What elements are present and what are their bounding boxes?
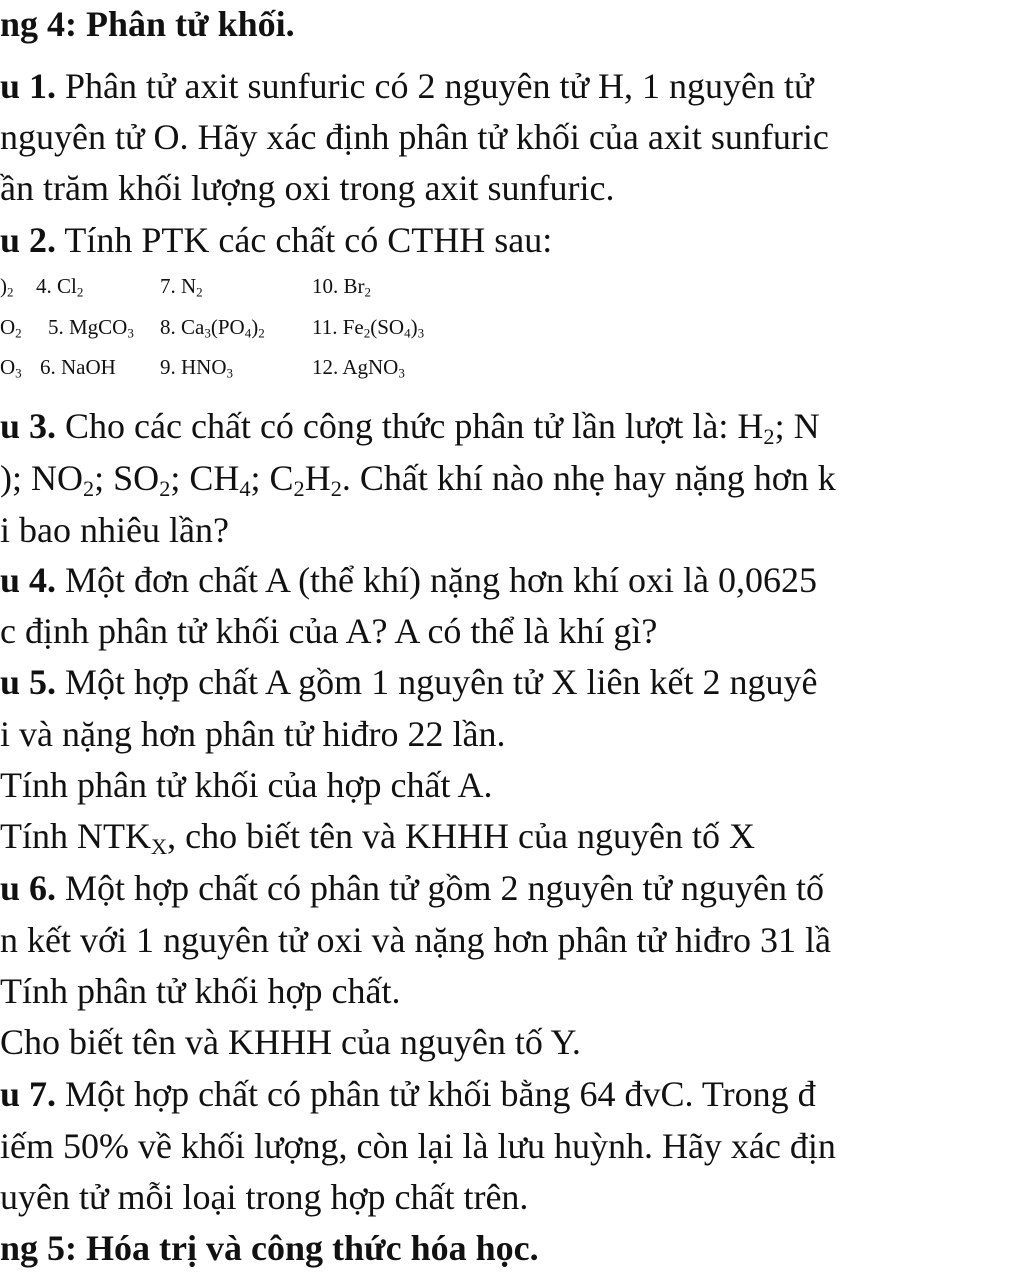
formula-naoh: 6. NaOH — [40, 355, 116, 379]
formula-ca3po42: 8. $Ca_3(PO_4)_2$ — [160, 315, 265, 341]
formula-n2: 7. $N_2$ — [160, 274, 203, 300]
question-6-part-a: Tính phân tử khối hợp chất. — [0, 971, 401, 1011]
question-2-label: u 2. — [0, 220, 57, 260]
formula-r1-c0: )$_2$ — [0, 274, 14, 300]
question-1-line-3: ần trăm khối lượng oxi trong axit sunfuric. — [0, 168, 615, 208]
heading-5-text: ng 5: Hóa trị và công thức hóa học. — [0, 1228, 539, 1268]
heading-topic-5 — [0, 1226, 539, 1270]
formula-r2-c0: $O_2$ — [0, 315, 22, 341]
formula-br2: 10. $Br_2$ — [312, 274, 372, 300]
question-1-text: Phân tử axit sunfuric có 2 nguyên tử H, 1 nguyên tử — [56, 66, 814, 106]
question-3-line-1: u 3. Cho các chất có công thức phân tử lần lượt là: $H_2$; N — [0, 406, 820, 450]
question-5-line-2: i và nặng hơn phân tử hiđro 22 lần. — [0, 714, 506, 754]
question-7-label: u 7. — [0, 1074, 57, 1114]
question-1-line-1 — [0, 64, 813, 108]
question-3-label: u 3. — [0, 406, 57, 446]
formula-fe2so43: 11. $Fe_2(SO_4)_3$ — [312, 315, 425, 341]
question-4-line-1: u 4. Một đơn chất A (thể khí) nặng hơn khí oxi là 0,0625 — [0, 560, 818, 600]
question-6-label: u 6. — [0, 868, 57, 908]
formula-hno3: 9. $HNO_3$ — [160, 355, 234, 381]
question-6-line-2: n kết với 1 nguyên tử oxi và nặng hơn phân tử hiđro 31 lầ — [0, 920, 831, 960]
question-5-part-a: Tính phân tử khối của hợp chất A. — [0, 765, 493, 805]
question-3-line-3: i bao nhiêu lần? — [0, 510, 229, 550]
formula-r3-c0: $O_3$ — [0, 355, 22, 381]
formula-mgco3: 5. MgCO$_3$ — [48, 315, 134, 341]
heading-topic-4 — [0, 2, 295, 46]
question-2-text: Tính PTK các chất có CTHH sau: — [56, 220, 553, 260]
question-5-label: u 5. — [0, 662, 57, 702]
question-6-line-1: u 6. Một hợp chất có phân tử gồm 2 nguyên tử nguyên tố — [0, 868, 824, 908]
question-7-line-1: u 7. Một hợp chất có phân tử khối bằng 64 đvC. Trong đ — [0, 1074, 816, 1114]
formula-agno3: 12. AgNO$_3$ — [312, 355, 405, 381]
formula-cl2: 4. $Cl_2$ — [36, 274, 84, 300]
question-3-line-2: ); $NO_2$; $SO_2$; $CH_4$; $C_2H_2$. Chất khí nào nhẹ hay nặng hơn k — [0, 458, 836, 502]
question-6-part-b: Cho biết tên và KHHH của nguyên tố Y. — [0, 1022, 581, 1062]
heading-text: ng 4: Phân tử khối. — [0, 4, 295, 44]
question-5-line-1: u 5. Một hợp chất A gồm 1 nguyên tử X liên kết 2 nguyê — [0, 662, 818, 702]
question-1-label: u 1. — [0, 66, 57, 106]
question-7-line-2: iếm 50% về khối lượng, còn lại là lưu huỳnh. Hãy xác địn — [0, 1126, 836, 1166]
question-5-part-b: Tính $NTK_X$, cho biết tên và KHHH của nguyên tố X — [0, 816, 755, 860]
question-4-label: u 4. — [0, 560, 57, 600]
question-7-line-3: uyên tử mỗi loại trong hợp chất trên. — [0, 1177, 529, 1217]
question-4-line-2: c định phân tử khối của A? A có thể là khí gì? — [0, 611, 658, 651]
question-1-line-2: nguyên tử O. Hãy xác định phân tử khối của axit sunfuric — [0, 117, 829, 157]
question-2-line-1 — [0, 218, 552, 262]
